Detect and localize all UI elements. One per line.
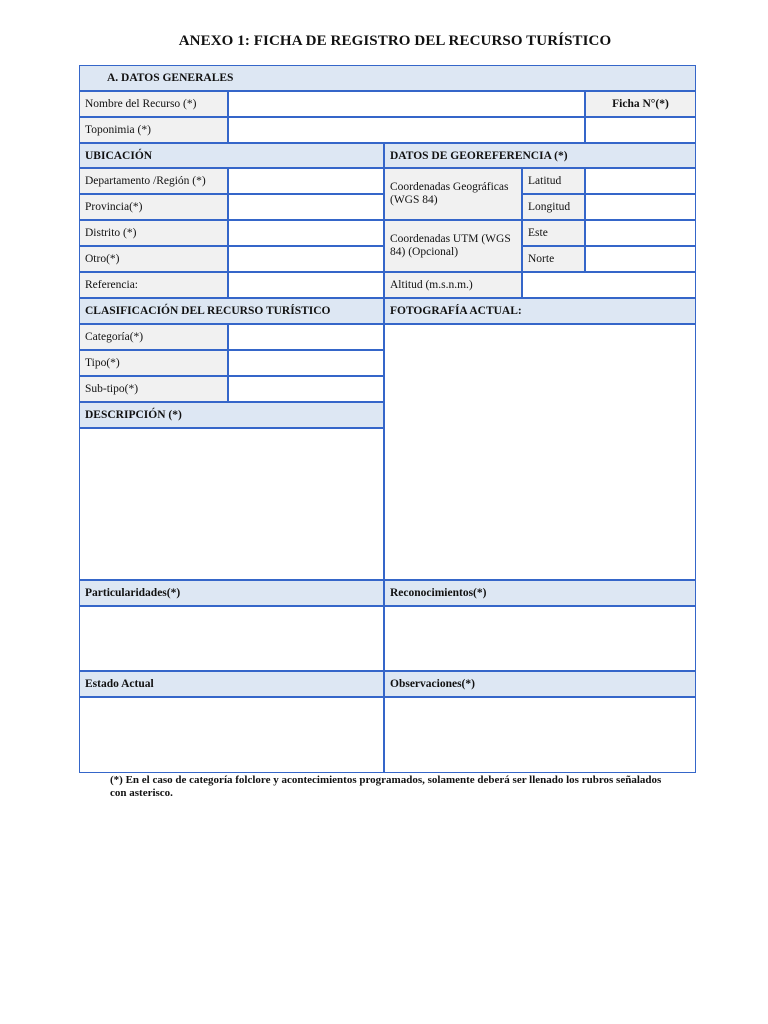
otro-field[interactable]: [228, 246, 384, 272]
ficha-numero-field[interactable]: [585, 117, 696, 143]
toponimia-field[interactable]: [228, 117, 585, 143]
categoria-field[interactable]: [228, 324, 384, 350]
ubicacion-header: UBICACIÓN: [79, 143, 384, 168]
reconocimientos-header: Reconocimientos(*): [384, 580, 696, 606]
distrito-field[interactable]: [228, 220, 384, 246]
descripcion-area[interactable]: [79, 428, 384, 580]
coordenadas-utm-label: Coordenadas UTM (WGS 84) (Opcional): [384, 220, 522, 272]
observaciones-header: Observaciones(*): [384, 671, 696, 697]
distrito-label: Distrito (*): [79, 220, 228, 246]
estado-actual-header: Estado Actual: [79, 671, 384, 697]
particularidades-area[interactable]: [79, 606, 384, 671]
footnote: (*) En el caso de categoría folclore y acontecimientos programados, solamente deberá ser llenado los rubros señalados con asterisco.: [110, 774, 662, 799]
descripcion-header: DESCRIPCIÓN (*): [79, 402, 384, 428]
referencia-field[interactable]: [228, 272, 384, 298]
registration-form: [79, 65, 696, 773]
fotografia-header: FOTOGRAFÍA ACTUAL:: [384, 298, 696, 324]
categoria-label: Categoría(*): [79, 324, 228, 350]
altitud-label: Altitud (m.s.n.m.): [384, 272, 522, 298]
este-field[interactable]: [585, 220, 696, 246]
departamento-label: Departamento /Región (*): [79, 168, 228, 194]
subtipo-field[interactable]: [228, 376, 384, 402]
tipo-field[interactable]: [228, 350, 384, 376]
fotografia-area[interactable]: [384, 324, 696, 580]
departamento-field[interactable]: [228, 168, 384, 194]
georeferencia-header: DATOS DE GEOREFERENCIA (*): [384, 143, 696, 168]
provincia-label: Provincia(*): [79, 194, 228, 220]
este-label: Este: [522, 220, 585, 246]
coordenadas-geograficas-label: Coordenadas Geográficas (WGS 84): [384, 168, 522, 220]
page-title: ANEXO 1: FICHA DE REGISTRO DEL RECURSO TURÍSTICO: [178, 33, 612, 49]
observaciones-area[interactable]: [384, 697, 696, 773]
subtipo-label: Sub-tipo(*): [79, 376, 228, 402]
longitud-field[interactable]: [585, 194, 696, 220]
nombre-recurso-field[interactable]: [228, 91, 585, 117]
clasificacion-header: CLASIFICACIÓN DEL RECURSO TURÍSTICO: [79, 298, 384, 324]
longitud-label: Longitud: [522, 194, 585, 220]
datos-generales-header: A. DATOS GENERALES: [79, 65, 696, 91]
estado-actual-area[interactable]: [79, 697, 384, 773]
norte-label: Norte: [522, 246, 585, 272]
toponimia-label: Toponimia (*): [79, 117, 228, 143]
particularidades-header: Particularidades(*): [79, 580, 384, 606]
ficha-numero-label: Ficha N°(*): [585, 91, 696, 117]
norte-field[interactable]: [585, 246, 696, 272]
tipo-label: Tipo(*): [79, 350, 228, 376]
latitud-label: Latitud: [522, 168, 585, 194]
reconocimientos-area[interactable]: [384, 606, 696, 671]
latitud-field[interactable]: [585, 168, 696, 194]
nombre-recurso-label: Nombre del Recurso (*): [79, 91, 228, 117]
referencia-label: Referencia:: [79, 272, 228, 298]
altitud-field[interactable]: [522, 272, 696, 298]
otro-label: Otro(*): [79, 246, 228, 272]
provincia-field[interactable]: [228, 194, 384, 220]
